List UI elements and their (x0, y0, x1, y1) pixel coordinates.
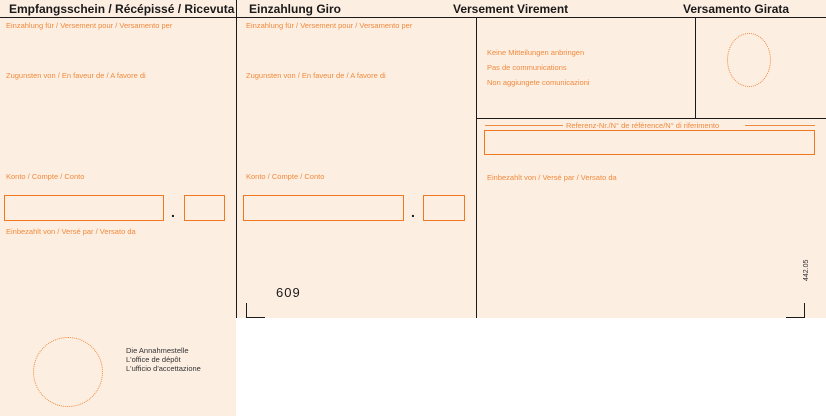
notice-line-1: Keine Mitteilungen anbringen (487, 48, 585, 57)
right-section-divider (476, 17, 477, 318)
receipt-in-favour-label: Zugunsten von / En faveur de / A favore di (6, 71, 146, 80)
stamp-divider (695, 17, 696, 118)
right-corner-mark (786, 303, 805, 318)
form-number: 442.05 (803, 259, 810, 281)
giro-in-favour-label: Zugunsten von / En faveur de / A favore di (246, 71, 386, 80)
office-line-1: Die Annahmestelle (126, 346, 189, 355)
virement-title: Versement Virement (453, 2, 569, 16)
receipt-divider (236, 0, 237, 318)
notice-line-2: Pas de communications (487, 63, 567, 72)
receipt-account-label: Konto / Compte / Conto (6, 172, 85, 181)
giro-corner-mark (246, 303, 265, 318)
reference-label: Referenz-Nr./N° de référence/N° di riferimento (566, 121, 720, 130)
giro-account-separator: . (411, 204, 415, 220)
giro-account-field[interactable] (243, 195, 404, 221)
office-line-3: L'ufficio d'accettazione (126, 364, 201, 373)
giro-code: 609 (276, 285, 301, 300)
giro-account-check-field[interactable] (423, 195, 465, 221)
right-stamp-circle (727, 33, 771, 87)
right-paid-by-label: Einbezahlt von / Versé par / Versato da (487, 173, 617, 182)
reference-number-field[interactable] (484, 130, 815, 155)
office-line-2: L'office de dépôt (126, 355, 181, 364)
receipt-paid-by-label: Einbezahlt von / Versé par / Versato da (6, 227, 136, 236)
notice-line-3: Non aggiungete comunicazioni (487, 78, 590, 87)
girata-title: Versamento Girata (683, 2, 790, 16)
receipt-account-check-field[interactable] (184, 195, 225, 221)
header-divider (0, 17, 826, 18)
receipt-title: Empfangsschein / Récépissé / Ricevuta (9, 2, 235, 16)
reference-rule-right (745, 125, 815, 126)
receipt-stamp-circle (33, 337, 103, 407)
receipt-payment-for-label: Einzahlung für / Versement pour / Versamento per (6, 21, 173, 30)
giro-title: Einzahlung Giro (249, 2, 341, 16)
notice-divider (476, 118, 826, 119)
receipt-account-field[interactable] (4, 195, 164, 221)
reference-rule-left (485, 125, 563, 126)
giro-payment-for-label: Einzahlung für / Versement pour / Versamento per (246, 21, 413, 30)
giro-account-label: Konto / Compte / Conto (246, 172, 325, 181)
receipt-account-separator: . (171, 204, 175, 220)
